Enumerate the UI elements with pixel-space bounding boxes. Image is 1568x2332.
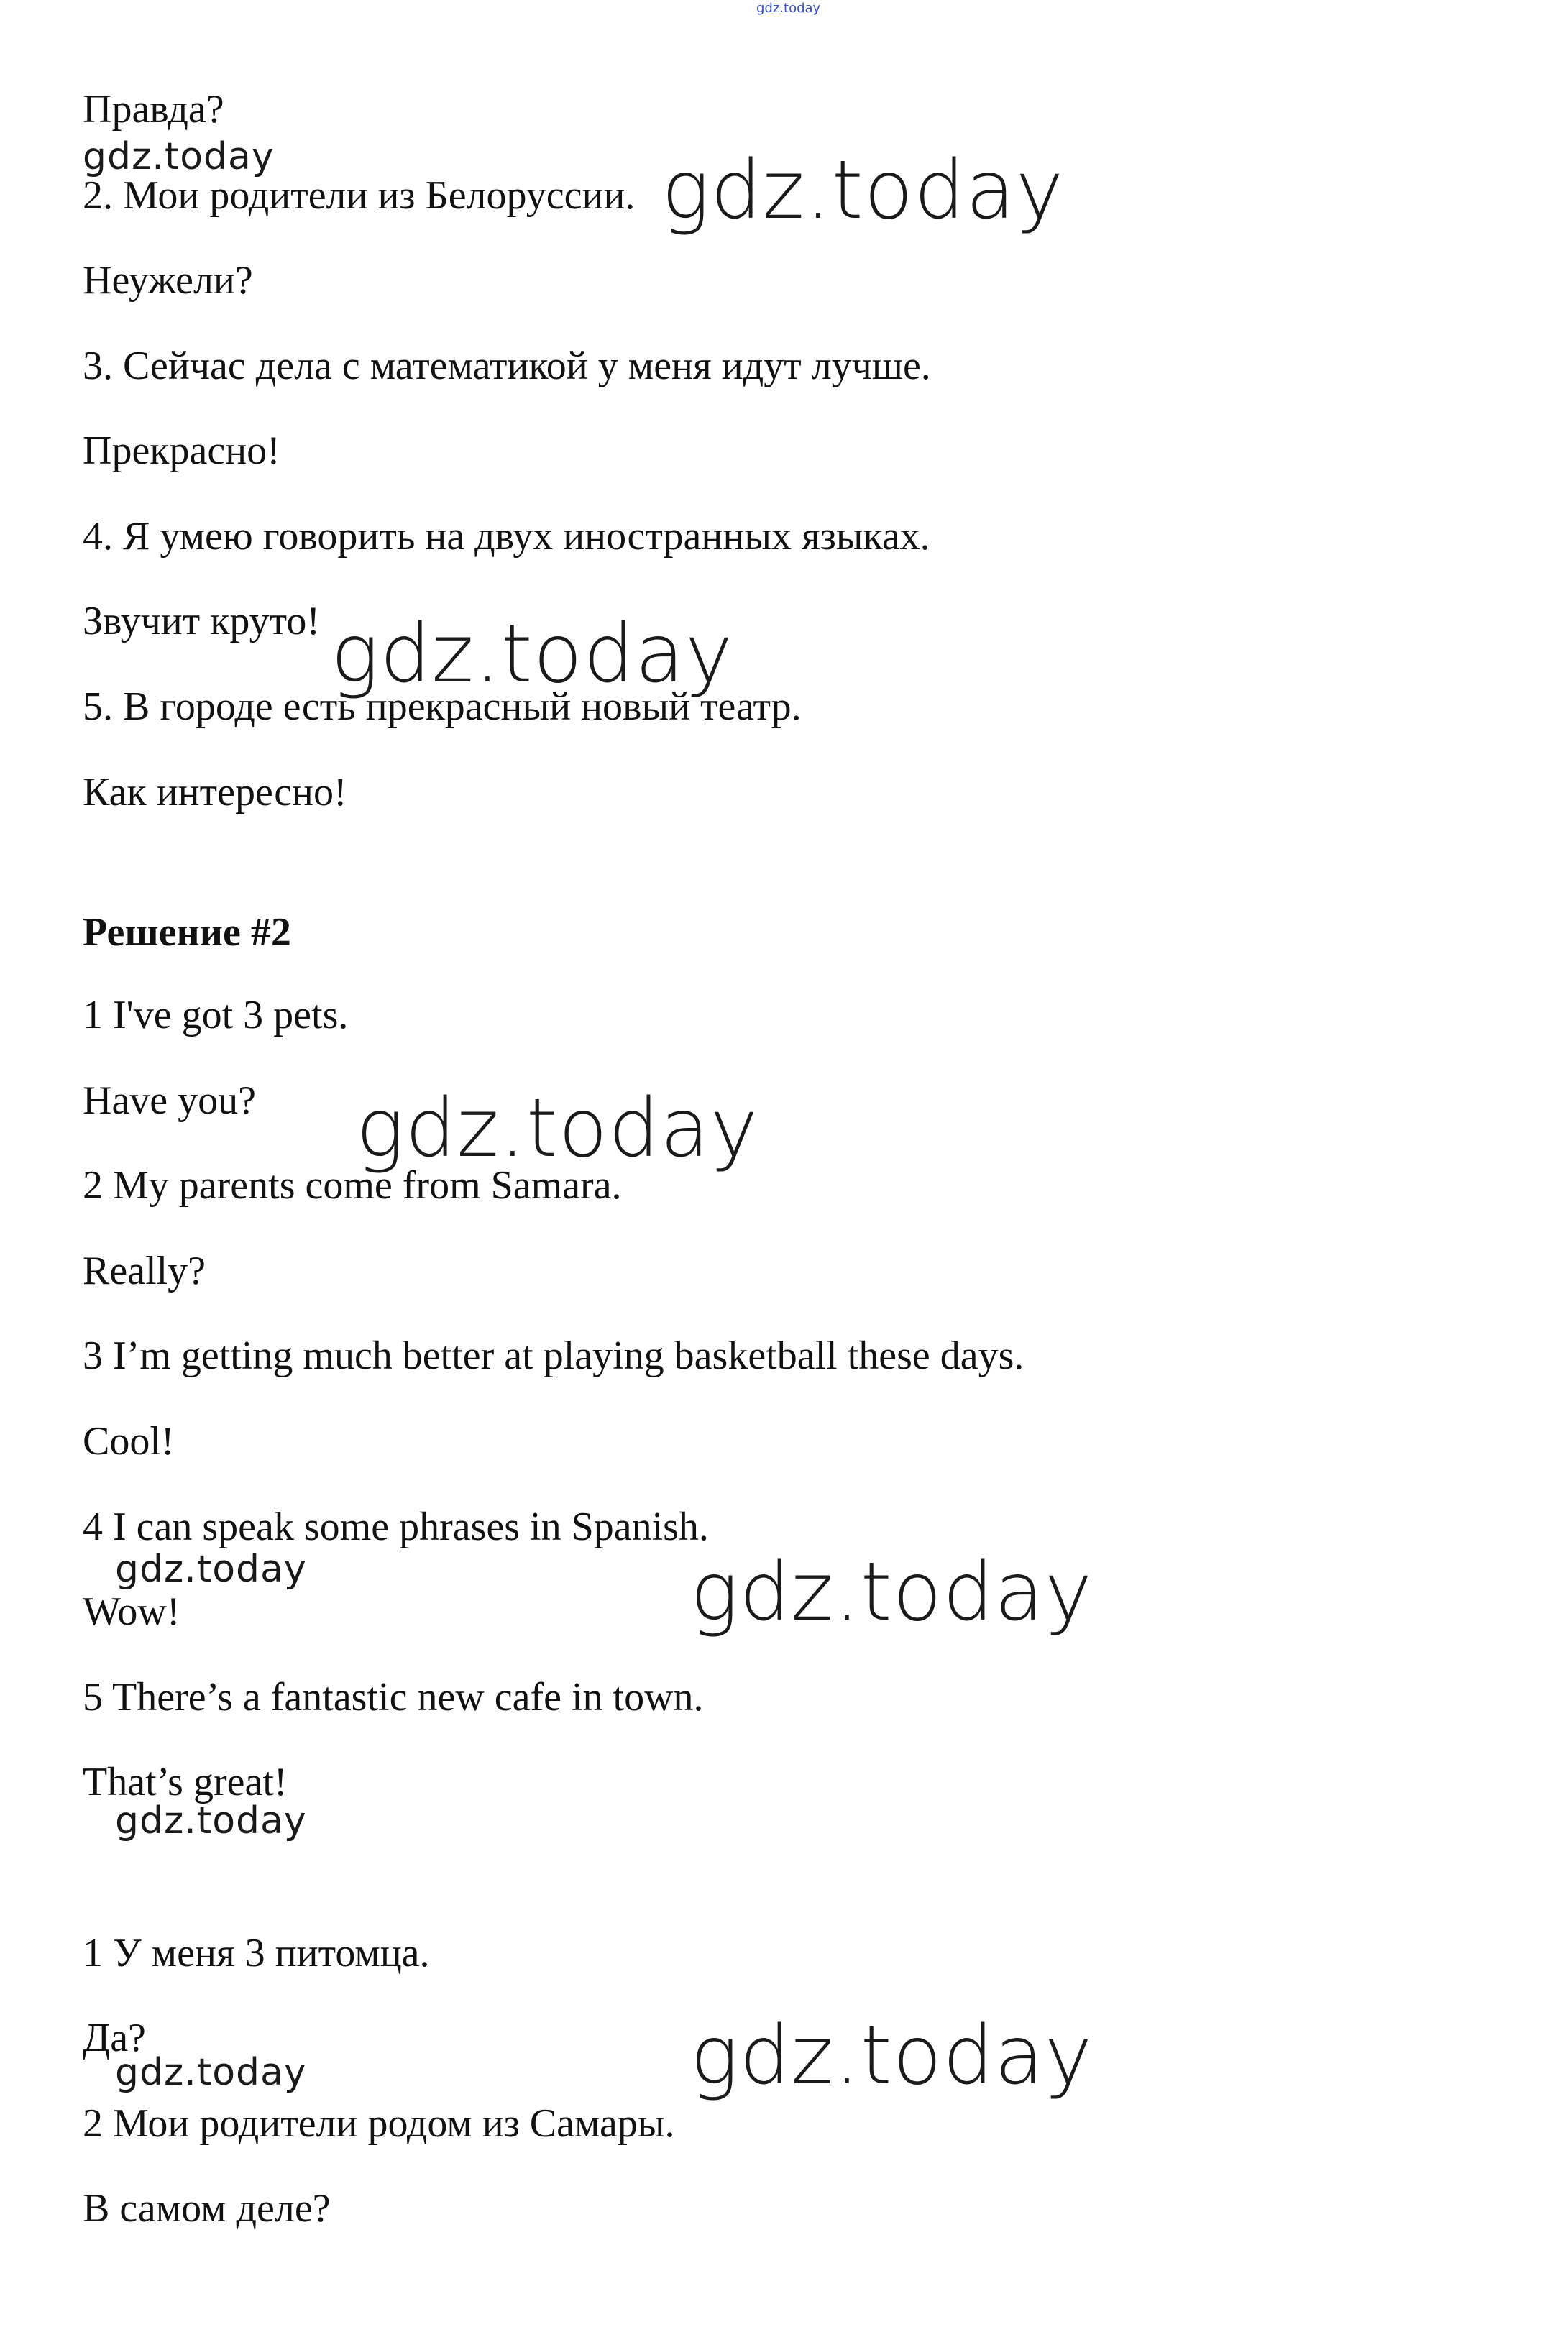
answer-line: Really? [83, 1249, 206, 1293]
translation-line: В самом деле? [83, 2186, 331, 2231]
translation-line: 1 У меня 3 питомца. [83, 1931, 430, 1975]
answer-line: 3 I’m getting much better at playing basketball these days. [83, 1333, 1024, 1378]
watermark-small: gdz.today [115, 1548, 307, 1591]
solution-heading: Решение #2 [83, 910, 291, 955]
watermark-small: gdz.today [83, 135, 275, 178]
text-line: 2. Мои родители из Белоруссии. [83, 173, 636, 218]
text-line: Правда? [83, 87, 224, 132]
text-line: 5. В городе есть прекрасный новый театр. [83, 684, 802, 729]
text-line: Прекрасно! [83, 428, 280, 473]
watermark-large: gdz.today [356, 1082, 759, 1175]
text-line: Звучит круто! [83, 599, 321, 643]
watermark-large: gdz.today [331, 607, 734, 701]
watermark-large: gdz.today [690, 1546, 1094, 1639]
text-line: Неужели? [83, 258, 253, 303]
header-watermark: gdz.today [756, 1, 821, 16]
answer-line: 4 I can speak some phrases in Spanish. [83, 1505, 709, 1549]
text-line: Как интересно! [83, 770, 347, 814]
answer-line: Cool! [83, 1419, 175, 1464]
watermark-small: gdz.today [115, 1799, 307, 1842]
watermark-large: gdz.today [661, 144, 1065, 237]
answer-line: Have you? [83, 1078, 257, 1123]
answer-line: That’s great! [83, 1760, 288, 1804]
answer-line: 1 I've got 3 pets. [83, 993, 349, 1037]
translation-line: 2 Мои родители родом из Самары. [83, 2101, 675, 2146]
text-line: 3. Сейчас дела с математикой у меня идут лучше. [83, 344, 931, 388]
answer-line: 5 There’s a fantastic new cafe in town. [83, 1675, 704, 1720]
answer-line: Wow! [83, 1589, 180, 1634]
watermark-small: gdz.today [115, 2051, 307, 2094]
text-line: 4. Я умею говорить на двух иностранных языках. [83, 514, 930, 559]
answer-line: 2 My parents come from Samara. [83, 1163, 622, 1208]
watermark-large: gdz.today [690, 2009, 1094, 2103]
translation-line: Да? [83, 2016, 146, 2060]
